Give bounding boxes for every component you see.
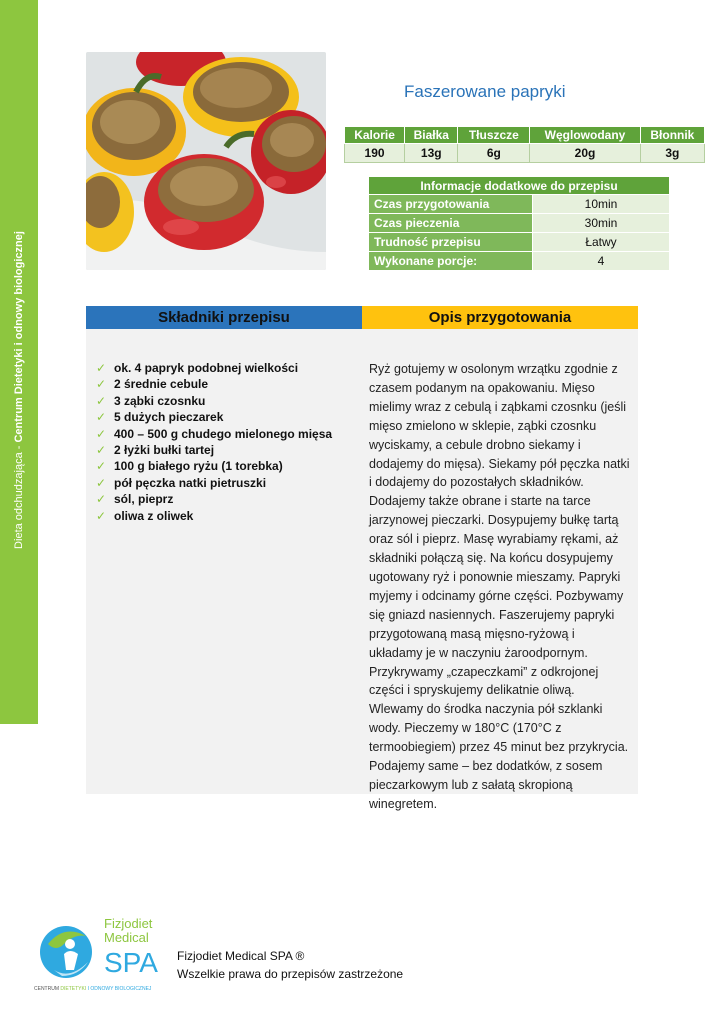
info-label-servings: Wykonane porcje:	[369, 252, 533, 271]
footer-company: Fizjodiet Medical SPA ®	[177, 949, 305, 963]
recipe-title: Faszerowane papryki	[404, 82, 566, 101]
logo-text-line3: SPA	[104, 947, 158, 978]
checkmark-icon: ✓	[96, 410, 107, 425]
checkmark-icon: ✓	[96, 443, 107, 458]
info-row	[369, 214, 670, 233]
info-row	[369, 195, 670, 214]
ingredient-text: 2 średnie cebule	[114, 377, 209, 392]
nutrition-values-row	[345, 144, 705, 163]
ingredient-text: oliwa z oliwek	[114, 508, 194, 523]
sidebar	[0, 0, 38, 724]
list-item	[96, 376, 360, 392]
sidebar-caption-bold: Centrum Dietetyki i odnowy biologicznej	[13, 231, 25, 443]
footer	[177, 947, 403, 983]
preparation-description: Ryż gotujemy w osolonym wrzątku zgodnie z czasem podanym na opakowaniu. Mięso mielimy wraz z cebulą i ząbkami czosnku (jeśli mięso zmielono w sklepie, ząbki czosnku wyciskamy, a cebule drobno siekamy i dodajemy do mięsa). Siekamy pół pęczka natki i dodajemy do pozostałych składników. Dodajemy także obrane i starte na tarce jarzynowej pieczarki. Dosypujemy bułkę tartą oraz sól i pieprz. Masę wyrabiamy rękami, aż składniki połączą się. Na końcu dosypujemy ugotowany ryż i ponownie mieszamy. Papryki myjemy i odcinamy górne części. Pozbywamy się gniazd nasiennych. Faszerujemy papryki przygotowaną masą mięsno-ryżową i układamy je w naczyniu żaroodpornym. Przykrywamy „czapeczkami” z odkrojonej części i spryskujemy delikatnie oliwą. Wlewamy do środka naczynia pół szklanki wody. Pieczemy w 180°C (170°C z termoobiegiem) przez 45 minut bez przykrycia. Podajemy same – bez dodatków, z sosem pieczarkowym lub z sałatą skropioną winegretem.	[369, 362, 630, 811]
info-label-bake-time: Czas pieczenia	[369, 214, 533, 233]
checkmark-icon: ✓	[96, 492, 107, 507]
sidebar-caption-regular: Dieta odchudzająca -	[13, 442, 25, 549]
logo-text-line2: Medical	[104, 930, 149, 945]
info-value-difficulty: Łatwy	[533, 233, 670, 252]
ingredient-text: ok. 4 papryk podobnej wielkości	[114, 361, 299, 375]
info-header-row	[369, 177, 670, 195]
ingredient-text: 2 łyżki bułki tartej	[114, 443, 215, 458]
recipe-photo	[86, 52, 326, 270]
list-item	[96, 442, 360, 458]
list-item	[96, 426, 360, 442]
ingredient-text: pół pęczka natki pietruszki	[114, 475, 267, 490]
nutrition-value-fat: 6g	[458, 144, 530, 163]
nutrition-table	[344, 126, 705, 163]
list-item	[96, 393, 360, 409]
ingredients-list	[96, 360, 360, 524]
checkmark-icon: ✓	[96, 393, 107, 408]
list-item	[96, 458, 360, 474]
ingredient-text: 3 ząbki czosnku	[114, 393, 206, 408]
info-value-prep-time: 10min	[533, 195, 670, 214]
ingredient-text: 400 – 500 g chudego mielonego mięsa	[114, 426, 333, 441]
nutrition-header-row	[345, 127, 705, 144]
checkmark-icon: ✓	[96, 475, 107, 490]
list-item	[96, 508, 360, 524]
logo-text-line1: Fizjodiet	[104, 916, 153, 931]
checkmark-icon: ✓	[96, 508, 107, 523]
list-item	[96, 360, 360, 376]
list-item	[96, 491, 360, 507]
logo-icon	[34, 914, 168, 994]
checkmark-icon: ✓	[96, 459, 107, 474]
logo-tagline: CENTRUM DIETETYKI I ODNOWY BIOLOGICZNEJ	[34, 986, 152, 992]
nutrition-header-carbs: Węglowodany	[530, 127, 640, 144]
info-header: Informacje dodatkowe do przepisu	[369, 177, 670, 195]
list-item	[96, 475, 360, 491]
ingredient-text: 5 dużych pieczarek	[114, 410, 224, 425]
sidebar-caption	[13, 231, 25, 549]
nutrition-value-carbs: 20g	[530, 144, 640, 163]
fizjodiet-logo	[34, 914, 168, 994]
info-label-prep-time: Czas przygotowania	[369, 195, 533, 214]
info-value-servings: 4	[533, 252, 670, 271]
info-row	[369, 233, 670, 252]
nutrition-header-fat: Tłuszcze	[458, 127, 530, 144]
additional-info-table	[368, 176, 670, 271]
description-heading: Opis przygotowania	[362, 306, 638, 329]
nutrition-header-calories: Kalorie	[345, 127, 405, 144]
ingredients-heading: Składniki przepisu	[86, 306, 362, 329]
checkmark-icon: ✓	[96, 361, 107, 375]
info-value-bake-time: 30min	[533, 214, 670, 233]
stuffed-peppers-image	[86, 52, 326, 270]
info-row	[369, 252, 670, 271]
ingredient-text: 100 g białego ryżu (1 torebka)	[114, 459, 283, 474]
nutrition-value-protein: 13g	[405, 144, 458, 163]
checkmark-icon: ✓	[96, 377, 107, 392]
nutrition-header-fiber: Błonnik	[640, 127, 704, 144]
list-item	[96, 409, 360, 425]
nutrition-value-fiber: 3g	[640, 144, 704, 163]
checkmark-icon: ✓	[96, 426, 107, 441]
footer-copyright: Wszelkie prawa do przepisów zastrzeżone	[177, 967, 404, 981]
info-label-difficulty: Trudność przepisu	[369, 233, 533, 252]
nutrition-value-calories: 190	[345, 144, 405, 163]
ingredient-text: sól, pieprz	[114, 492, 174, 507]
nutrition-header-protein: Białka	[405, 127, 458, 144]
